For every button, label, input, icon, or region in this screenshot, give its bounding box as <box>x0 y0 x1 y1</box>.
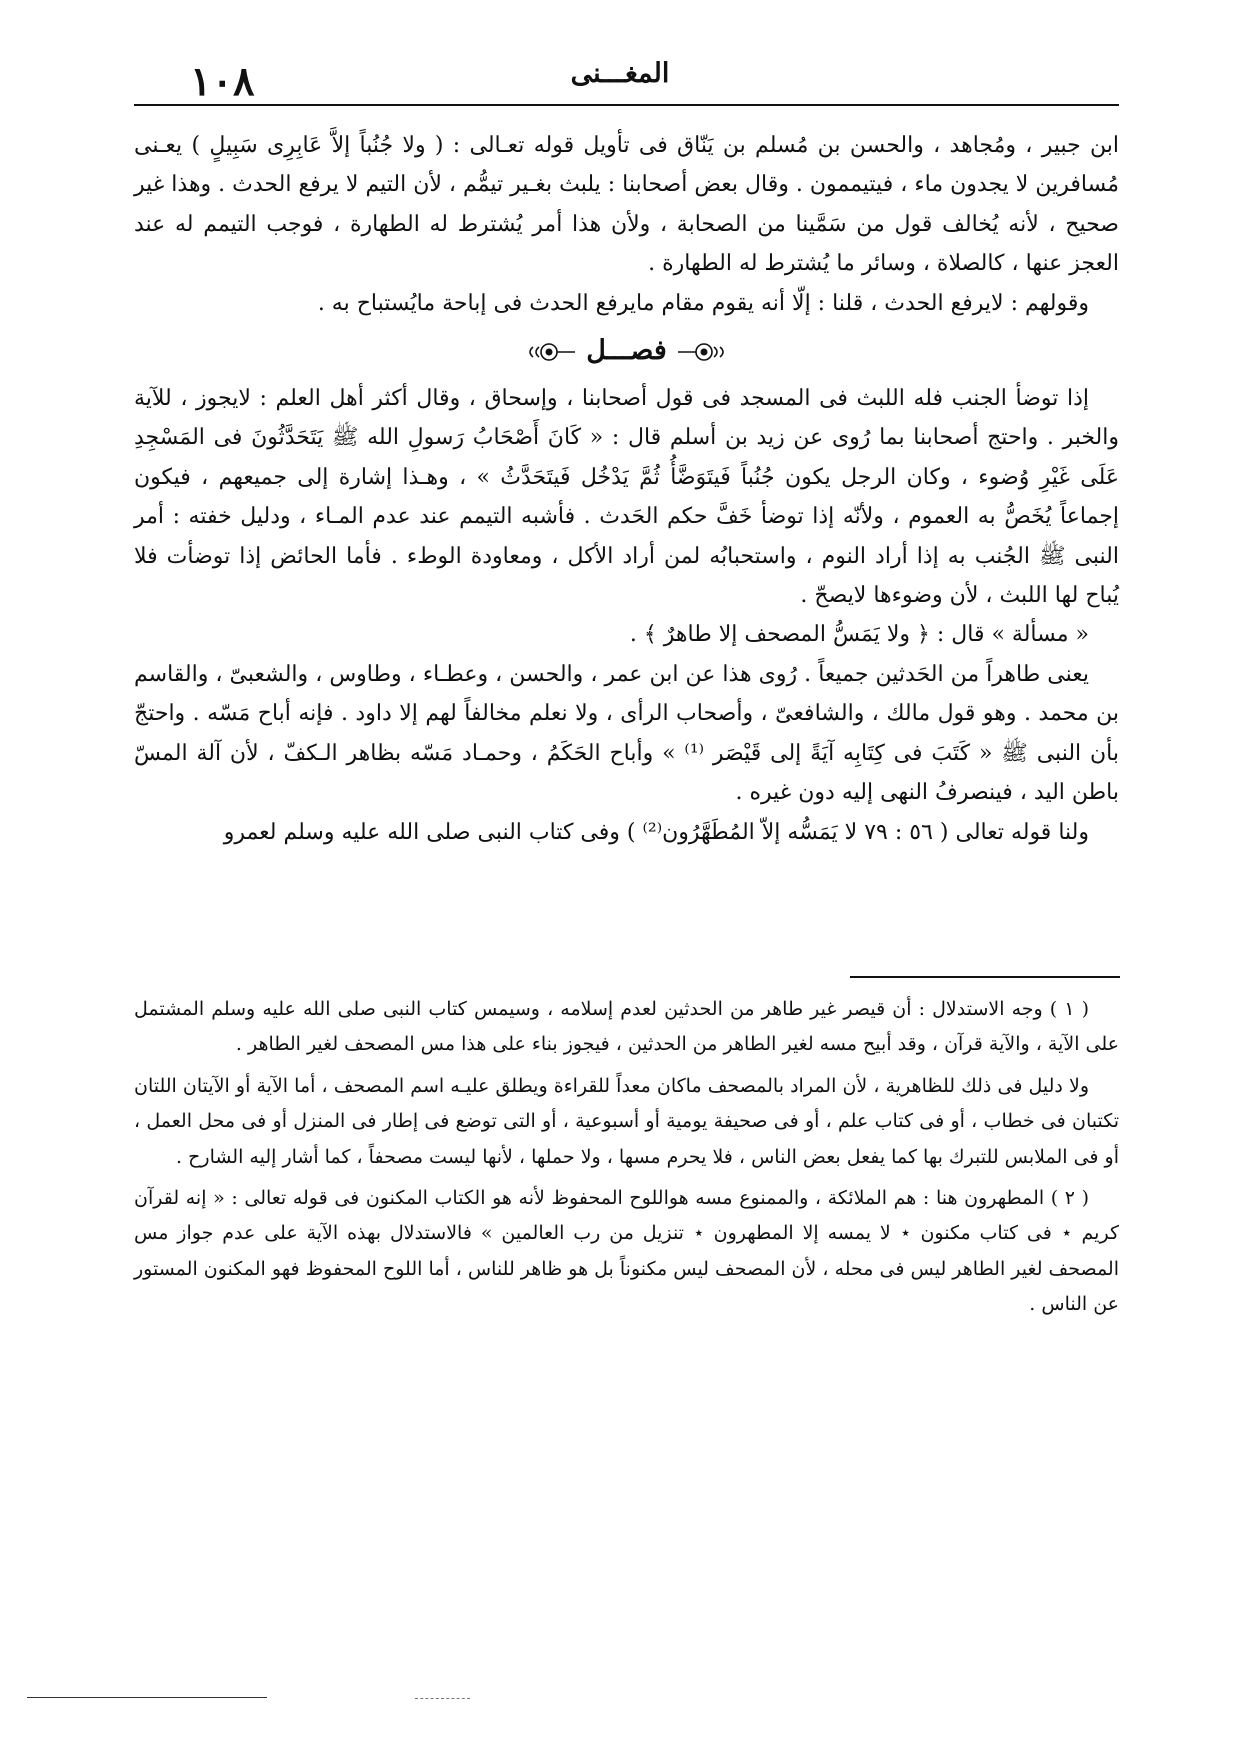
ornament-icon <box>521 341 577 363</box>
footnote: ( ٢ ) المطهرون هنا : هم الملائكة ، والممنوع مسه هواللوح المحفوظ لأنه هو الكتاب المكنون فى قوله تعالى : « إنه لقرآن كريم ⋆ فى كتاب مكنون ⋆ لا يمسه إلا المطهرون ⋆ تنزيل من رب العالمين » فالاستدلال بهذه الآية على عدم جواز مس المصحف لغير الطاهر ليس فى محله ، لأن المصحف ليس مكنوناً بل هو ظاهر للناس ، أما اللوح المحفوظ فهو المكنون المستور عن الناس . <box>134 1187 1119 1316</box>
bottom-rule <box>415 1698 470 1699</box>
footnote: ولا دليل فى ذلك للظاهرية ، لأن المراد بالمصحف ماكان معداً للقراءة ويطلق عليـه اسم المصحف ، أما الآية أو الآيتان اللتان تكتبان فى خطاب ، أو فى كتاب علم ، أو فى صحيفة يومية أو أسبوعية ، أو التى توضع فى إطار فى المنزل أو فى محل العمل ، أو فى الملابس للتبرك بها كما يفعل بعض الناس ، فلا يحرم مسها ، ولا حملها ، لأنها ليست مصحفاً ، كما أشار إليه الشارح . <box>134 1074 1119 1168</box>
running-title: المغـــنى <box>570 58 670 89</box>
paragraph: ابن جبير ، ومُجاهد ، والحسن بن مُسلم بن يَنّاق فى تأويل قوله تعـالى : ( ولا جُنُباً إلاَّ عَابِرِى سَبِيلٍ ) يعـنى مُسافرين لا يجدون ماء ، فيتيممون . وقال بعض أصحابنا : يلبث بغـير تيمُّم ، لأن التيم لا يرفع الحدث . وهذا غير صحيح ، لأنه يُخالف قول من سَمَّينا من الصحابة ، ولأن هذا أمر يُشترط له الطهارة ، فوجب التيمم له عند العجز عنها ، كالصلاة ، وسائر ما يُشترط له الطهارة . <box>134 133 1119 277</box>
paragraph: « مسألة » قال : ﴿ ولا يَمَسُّ المصحف إلا طاهرٌ ﴾ . <box>629 622 1089 648</box>
bottom-rule <box>27 1697 267 1698</box>
ornament-icon <box>676 341 732 363</box>
paragraph: يعنى طاهراً من الحَدثين جميعاً . رُوى هذا عن ابن عمر ، والحسن ، وعطـاء ، وطاوس ، والشعبىّ ، والقاسم بن محمد . وهو قول مالك ، والشافعىّ ، وأصحاب الرأى ، ولا نعلم مخالفاً لهم إلا داود . فإنه أباح مَسّه . واحتجّ بأن النبى ﷺ « كَتَبَ فى كِتَابِه آيَةً إلى قَيْصَر ⁽¹⁾ » وأباح الحَكَمُ ، وحمـاد مَسّه بظاهر الـكفّ ، لأن آلة المسّ باطن اليد ، فينصرفُ النهى إليه دون غيره . <box>134 661 1120 806</box>
header-rule <box>134 104 1119 106</box>
section-heading-label: فصـــل <box>586 335 667 367</box>
paragraph: إذا توضأ الجنب فله اللبث فى المسجد فى قول أصحابنا ، وإسحاق ، وقال أكثر أهل العلم : لايجوز ، للآية والخبر . واحتج أصحابنا بما رُوى عن زيد بن أسلم قال : « كَانَ أَصْحَابُ رَسولِ الله ﷺ يَتَحَدَّثُونَ فى المَسْجِدِ عَلَى غَيْرِ وُضوء ، وكان الرجل يكون جُنُباً فَيتَوَضَّأُ ثُمَّ يَدْخُل فَيتَحَدَّثُ » ، وهـذا إشارة إلى جميعهم ، فيكون إجماعاً يُخَصُّ به العموم ، ولأنّه إذا توضأ خَفَّ حكم الحَدث . فأشبه التيمم عند عدم المـاء ، ودليل خفته : أمر النبى ﷺ الجُنب به إذا أراد النوم ، واستحبابُه لمن أراد الأكل ، ومعاودة الوطء . فأما الحائض إذا توضأت فلا يُباح لها اللبث ، لأن وضوءها لايصحّ . <box>134 386 1119 609</box>
section-heading <box>134 331 1119 371</box>
paragraph: ولنا قوله تعالى ( ٥٦ : ٧٩ لا يَمَسُّه إلاّ المُطَهَّرُون⁽²⁾ ) وفى كتاب النبى صلى الله عليه وسلم لعمرو <box>223 819 1089 845</box>
footnotes <box>134 992 1119 1329</box>
footnote: ( ١ ) وجه الاستدلال : أن قيصر غير طاهر من الحدثين لعدم إسلامه ، وسيمس كتاب النبى صلى الله عليه وسلم المشتمل على الآية ، والآية قرآن ، وقد أبيح مسه لغير الطاهر من الحدثين ، فيجوز بناء على هذا مس المصحف لغير الطاهر . <box>134 998 1119 1056</box>
main-text <box>134 126 1119 852</box>
page-number: ١٠٨ <box>190 58 255 105</box>
paragraph: وقولهم : لايرفع الحدث ، قلنا : إلّا أنه يقوم مقام مايرفع الحدث فى إباحة مايُستباح به . <box>317 290 1089 316</box>
footnote-rule <box>850 976 1120 978</box>
